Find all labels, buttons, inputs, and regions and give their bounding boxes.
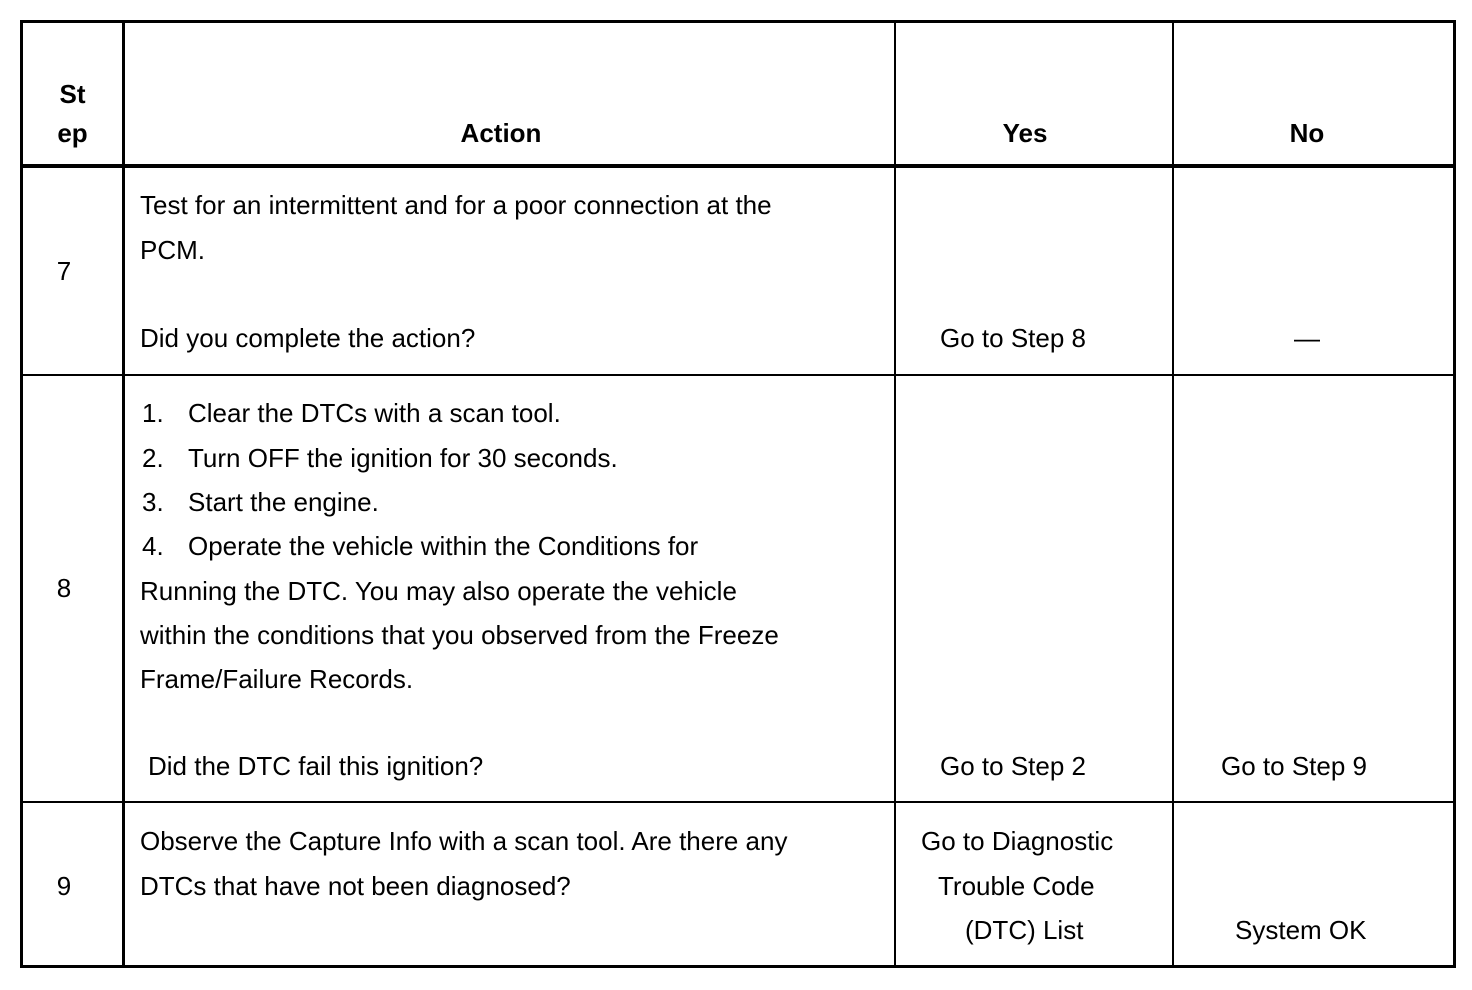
list-item-text: Turn OFF the ignition for 30 seconds. (188, 443, 618, 473)
header-step-line2: ep (57, 118, 88, 148)
column-divider (1172, 20, 1174, 968)
yes-result: Go to Step 2 (940, 751, 1086, 781)
row-divider (20, 801, 1456, 803)
no-result: Go to Step 9 (1221, 751, 1367, 781)
header-yes: Yes (1002, 118, 1048, 148)
yes-result-line: Trouble Code (938, 871, 1095, 901)
action-line: PCM. (140, 235, 205, 265)
table-left-border (20, 20, 23, 968)
action-line: Observe the Capture Info with a scan tool. Are there any (140, 826, 788, 856)
no-result: — (1294, 323, 1320, 353)
action-line: Frame/Failure Records. (140, 664, 414, 694)
table-top-border (20, 20, 1456, 23)
step-number: 8 (56, 573, 72, 603)
step-number: 7 (56, 256, 72, 286)
action-question: Did you complete the action? (140, 323, 476, 353)
list-number: 3. (142, 487, 164, 517)
header-bottom-border (20, 164, 1456, 168)
action-line: Test for an intermittent and for a poor connection at the (140, 190, 772, 220)
table-bottom-border (20, 965, 1456, 968)
yes-result-line: (DTC) List (965, 915, 1084, 945)
list-number: 1. (142, 398, 164, 428)
row-divider (20, 374, 1456, 376)
list-item-text: Clear the DTCs with a scan tool. (188, 398, 561, 428)
table-right-border (1453, 20, 1456, 968)
action-question: Did the DTC fail this ignition? (148, 751, 484, 781)
action-line: Running the DTC. You may also operate the vehicle (140, 576, 737, 606)
action-line: DTCs that have not been diagnosed? (140, 871, 571, 901)
no-result: System OK (1235, 915, 1367, 945)
header-action: Action (460, 118, 542, 148)
yes-result: Go to Step 8 (940, 323, 1086, 353)
list-number: 4. (142, 531, 164, 561)
header-step (23, 79, 122, 148)
list-item-text: Start the engine. (188, 487, 379, 517)
column-divider (122, 20, 125, 968)
yes-result-line: Go to Diagnostic (921, 826, 1114, 856)
header-no: No (1289, 118, 1325, 148)
header-step-line1: St (59, 79, 86, 109)
list-item-text: Operate the vehicle within the Conditions for (188, 531, 699, 561)
step-number: 9 (56, 871, 72, 901)
list-number: 2. (142, 443, 164, 473)
column-divider (894, 20, 896, 968)
action-line: within the conditions that you observed from the Freeze (140, 620, 779, 650)
